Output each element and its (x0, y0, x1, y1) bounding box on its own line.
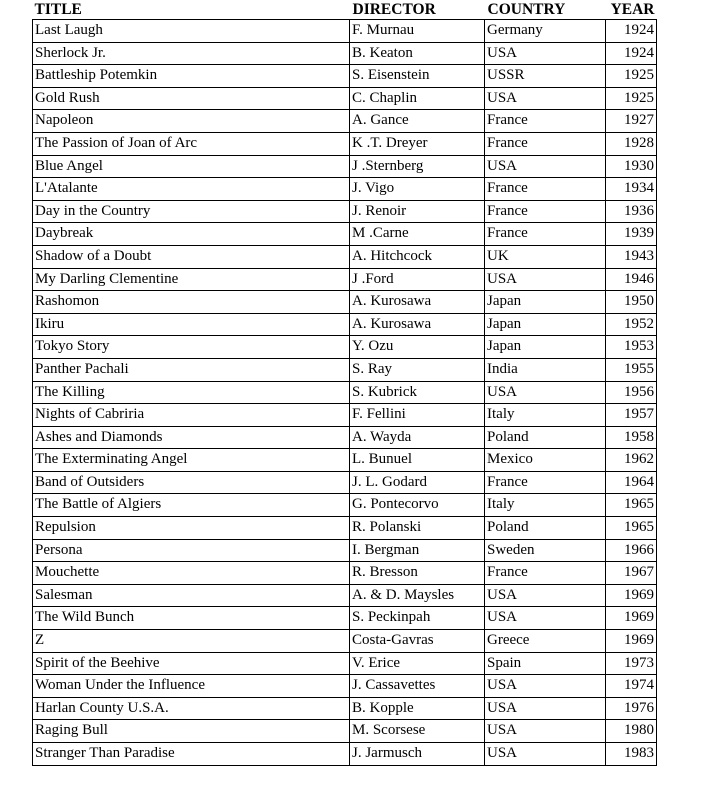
table-row (33, 245, 657, 268)
cell-year: 1962 (606, 449, 657, 472)
column-header-year: YEAR (606, 0, 657, 20)
cell-country: USA (485, 720, 606, 743)
cell-year: 1957 (606, 404, 657, 427)
cell-country: UK (485, 245, 606, 268)
cell-year: 1956 (606, 381, 657, 404)
table-row (33, 607, 657, 630)
table-row (33, 336, 657, 359)
cell-title: Shadow of a Doubt (33, 245, 350, 268)
table-row (33, 155, 657, 178)
cell-title: Gold Rush (33, 87, 350, 110)
cell-year: 1952 (606, 313, 657, 336)
cell-title: Nights of Cabriria (33, 404, 350, 427)
cell-director: S. Ray (350, 358, 485, 381)
table-row (33, 87, 657, 110)
cell-title: My Darling Clementine (33, 268, 350, 291)
cell-director: J. L. Godard (350, 471, 485, 494)
column-header-country: COUNTRY (485, 0, 606, 20)
cell-year: 1965 (606, 494, 657, 517)
cell-country: USSR (485, 65, 606, 88)
cell-country: France (485, 562, 606, 585)
cell-director: Y. Ozu (350, 336, 485, 359)
cell-director: A. Gance (350, 110, 485, 133)
cell-title: Repulsion (33, 517, 350, 540)
cell-title: Rashomon (33, 291, 350, 314)
cell-title: Woman Under the Influence (33, 675, 350, 698)
cell-country: USA (485, 42, 606, 65)
cell-director: K .T. Dreyer (350, 132, 485, 155)
cell-director: L. Bunuel (350, 449, 485, 472)
cell-country: France (485, 110, 606, 133)
cell-director: Costa-Gavras (350, 630, 485, 653)
table-row (33, 720, 657, 743)
cell-director: S. Kubrick (350, 381, 485, 404)
cell-director: J .Ford (350, 268, 485, 291)
cell-country: USA (485, 675, 606, 698)
cell-director: G. Pontecorvo (350, 494, 485, 517)
cell-director: F. Fellini (350, 404, 485, 427)
cell-year: 1958 (606, 426, 657, 449)
cell-title: Last Laugh (33, 20, 350, 43)
cell-year: 1976 (606, 697, 657, 720)
cell-country: Greece (485, 630, 606, 653)
cell-country: France (485, 471, 606, 494)
cell-year: 1969 (606, 630, 657, 653)
cell-title: Mouchette (33, 562, 350, 585)
cell-country: USA (485, 155, 606, 178)
header-row (33, 0, 657, 20)
cell-director: J. Vigo (350, 178, 485, 201)
column-header-title: TITLE (33, 0, 350, 20)
cell-title: Sherlock Jr. (33, 42, 350, 65)
column-header-director: DIRECTOR (350, 0, 485, 20)
cell-year: 1950 (606, 291, 657, 314)
cell-director: S. Eisenstein (350, 65, 485, 88)
cell-director: B. Keaton (350, 42, 485, 65)
table-row (33, 584, 657, 607)
table-row (33, 675, 657, 698)
table-row (33, 20, 657, 43)
table-row (33, 223, 657, 246)
cell-country: France (485, 178, 606, 201)
cell-director: J. Cassavettes (350, 675, 485, 698)
cell-year: 1930 (606, 155, 657, 178)
cell-country: Sweden (485, 539, 606, 562)
table-row (33, 494, 657, 517)
cell-country: France (485, 223, 606, 246)
cell-year: 1967 (606, 562, 657, 585)
table-row (33, 743, 657, 766)
cell-country: Poland (485, 426, 606, 449)
cell-director: F. Murnau (350, 20, 485, 43)
cell-year: 1980 (606, 720, 657, 743)
cell-year: 1924 (606, 20, 657, 43)
cell-title: The Wild Bunch (33, 607, 350, 630)
table-row (33, 200, 657, 223)
cell-director: J .Sternberg (350, 155, 485, 178)
cell-country: USA (485, 743, 606, 766)
cell-director: A. & D. Maysles (350, 584, 485, 607)
table-row (33, 178, 657, 201)
cell-year: 1927 (606, 110, 657, 133)
cell-director: B. Kopple (350, 697, 485, 720)
table-row (33, 110, 657, 133)
cell-title: The Exterminating Angel (33, 449, 350, 472)
table-row (33, 471, 657, 494)
cell-year: 1939 (606, 223, 657, 246)
cell-year: 1973 (606, 652, 657, 675)
cell-title: The Passion of Joan of Arc (33, 132, 350, 155)
cell-year: 1955 (606, 358, 657, 381)
table-row (33, 268, 657, 291)
cell-country: Italy (485, 494, 606, 517)
table-row (33, 630, 657, 653)
table-row (33, 697, 657, 720)
cell-title: Day in the Country (33, 200, 350, 223)
table-row (33, 132, 657, 155)
cell-country: Japan (485, 336, 606, 359)
table-body (33, 20, 657, 766)
cell-country: India (485, 358, 606, 381)
table-row (33, 42, 657, 65)
cell-country: USA (485, 381, 606, 404)
cell-title: Harlan County U.S.A. (33, 697, 350, 720)
cell-title: Ashes and Diamonds (33, 426, 350, 449)
table-row (33, 517, 657, 540)
cell-year: 1983 (606, 743, 657, 766)
cell-director: C. Chaplin (350, 87, 485, 110)
cell-country: USA (485, 607, 606, 630)
cell-year: 1964 (606, 471, 657, 494)
cell-title: The Killing (33, 381, 350, 404)
cell-country: USA (485, 87, 606, 110)
cell-director: R. Bresson (350, 562, 485, 585)
cell-director: J. Jarmusch (350, 743, 485, 766)
cell-title: Spirit of the Beehive (33, 652, 350, 675)
table-row (33, 449, 657, 472)
cell-director: V. Erice (350, 652, 485, 675)
cell-title: Tokyo Story (33, 336, 350, 359)
cell-director: I. Bergman (350, 539, 485, 562)
cell-director: S. Peckinpah (350, 607, 485, 630)
cell-year: 1934 (606, 178, 657, 201)
table-row (33, 65, 657, 88)
table-row (33, 358, 657, 381)
cell-country: USA (485, 584, 606, 607)
cell-title: Napoleon (33, 110, 350, 133)
cell-title: Ikiru (33, 313, 350, 336)
cell-year: 1936 (606, 200, 657, 223)
cell-title: Raging Bull (33, 720, 350, 743)
cell-country: USA (485, 268, 606, 291)
cell-year: 1953 (606, 336, 657, 359)
cell-country: Poland (485, 517, 606, 540)
films-table (32, 0, 657, 766)
cell-country: France (485, 132, 606, 155)
table-row (33, 539, 657, 562)
cell-year: 1924 (606, 42, 657, 65)
cell-year: 1925 (606, 87, 657, 110)
cell-director: M .Carne (350, 223, 485, 246)
cell-title: Z (33, 630, 350, 653)
table-row (33, 313, 657, 336)
table-row (33, 652, 657, 675)
cell-country: Spain (485, 652, 606, 675)
cell-title: L'Atalante (33, 178, 350, 201)
cell-year: 1925 (606, 65, 657, 88)
cell-director: A. Hitchcock (350, 245, 485, 268)
cell-title: Daybreak (33, 223, 350, 246)
cell-country: France (485, 200, 606, 223)
cell-director: A. Kurosawa (350, 313, 485, 336)
cell-year: 1969 (606, 607, 657, 630)
table-row (33, 562, 657, 585)
cell-title: Persona (33, 539, 350, 562)
cell-director: M. Scorsese (350, 720, 485, 743)
cell-director: J. Renoir (350, 200, 485, 223)
cell-country: USA (485, 697, 606, 720)
cell-country: Mexico (485, 449, 606, 472)
cell-year: 1974 (606, 675, 657, 698)
table-row (33, 404, 657, 427)
cell-year: 1969 (606, 584, 657, 607)
cell-title: Salesman (33, 584, 350, 607)
table-row (33, 426, 657, 449)
cell-year: 1928 (606, 132, 657, 155)
cell-year: 1946 (606, 268, 657, 291)
cell-title: Band of Outsiders (33, 471, 350, 494)
cell-title: Battleship Potemkin (33, 65, 350, 88)
cell-year: 1966 (606, 539, 657, 562)
cell-year: 1965 (606, 517, 657, 540)
cell-title: Stranger Than Paradise (33, 743, 350, 766)
cell-year: 1943 (606, 245, 657, 268)
table-row (33, 381, 657, 404)
cell-country: Japan (485, 291, 606, 314)
cell-director: A. Wayda (350, 426, 485, 449)
cell-director: A. Kurosawa (350, 291, 485, 314)
cell-title: The Battle of Algiers (33, 494, 350, 517)
cell-title: Blue Angel (33, 155, 350, 178)
cell-title: Panther Pachali (33, 358, 350, 381)
cell-country: Italy (485, 404, 606, 427)
table-row (33, 291, 657, 314)
cell-country: Germany (485, 20, 606, 43)
cell-director: R. Polanski (350, 517, 485, 540)
cell-country: Japan (485, 313, 606, 336)
